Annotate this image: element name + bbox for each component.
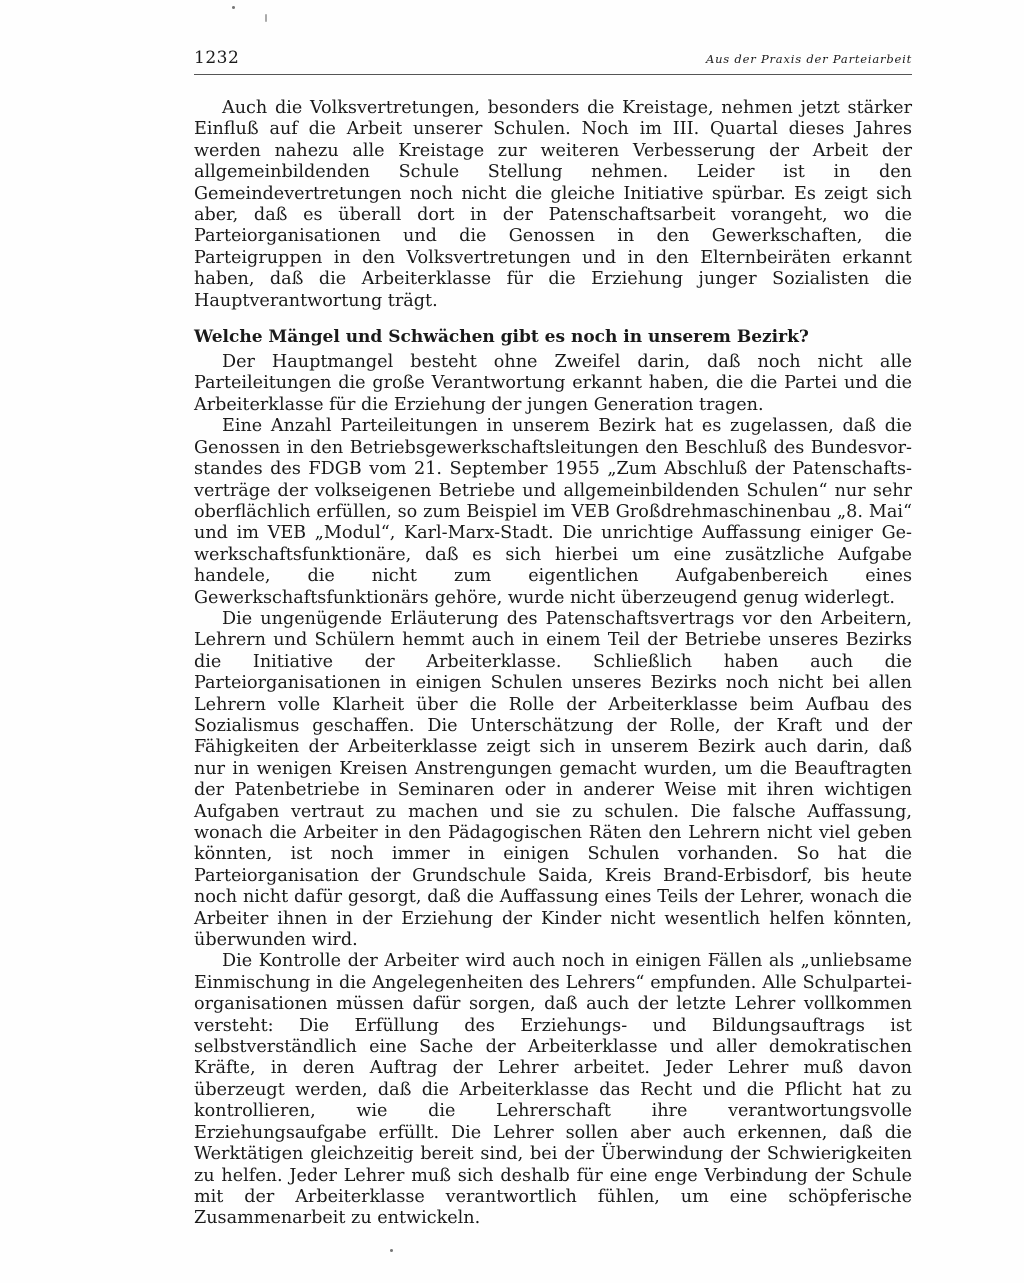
scan-speck — [390, 1249, 393, 1252]
paragraph: Eine Anzahl Parteileitungen in unserem Bezirk hat es zugelassen, daß die Genossen in den Betriebsgewerkschaftsleitungen den Beschluß des Bundesvorstandes des FDGB vom 21. September 1955 „Zum Abschluß der Patenschaftsverträge der volkseigenen Betriebe und allgemeinbildenden Schulen“ nur sehr oberflächlich erfüllen, so zum Beispiel im VEB Großdrehmaschinenbau „8. Mai“ und im VEB „Modul“, Karl-Marx-Stadt. Die unrichtige Auffassung einiger Gewerkschaftsfunktionäre, daß es sich hierbei um eine zusätzliche Aufgabe handele, die nicht zum eigentlichen Aufgabenbereich eines Gewerkschaftsfunktionärs gehöre, wurde nicht überzeugend genug widerlegt. — [194, 416, 912, 608]
paragraph: Die ungenügende Erläuterung des Patenschaftsvertrags vor den Arbeitern, Lehrern und Schülern hemmt auch in einem Teil der Betriebe unseres Bezirks die Initiative der Arbeiterklasse. Schließlich haben auch die Parteiorganisationen in einigen Schulen unseres Bezirks noch nicht bei allen Lehrern volle Klarheit über die Rolle der Arbeiterklasse beim Aufbau des Sozialismus geschaffen. Die Unterschätzung der Rolle, der Kraft und der Fähigkeiten der Arbeiterklasse zeigt sich in unserem Bezirk auch darin, daß nur in wenigen Kreisen Anstrengungen gemacht wurden, um die Beauftragten der Patenbetriebe in Seminaren oder in anderer Weise mit ihren wichtigen Aufgaben vertraut zu machen und sie zu schulen. Die falsche Auffassung, wonach die Arbeiter in den Pädagogischen Räten den Lehrern nicht viel geben könnten, ist noch immer in einigen Schulen vorhanden. So hat die Parteiorganisation der Grundschule Saida, Kreis Brand-Erbisdorf, bis heute noch nicht dafür gesorgt, daß die Auffassung eines Teils der Lehrer, wonach die Arbeiter ihnen in der Erziehung der Kinder nicht wesentlich helfen könnten, überwunden wird. — [194, 608, 912, 951]
paragraph: Die Kontrolle der Arbeiter wird auch noch in einigen Fällen als „unliebsame Einmischung in die Angelegenheiten des Lehrers“ empfunden. Alle Schulparteiorganisationen müssen dafür sorgen, daß auch der letzte Lehrer vollkommen versteht: Die Erfüllung des Erziehungs- und Bildungsauftrags ist selbstverständlich eine Sache der Arbeiterklasse und aller demokratischen Kräfte, in deren Auftrag der Lehrer arbeitet. Jeder Lehrer muß davon überzeugt werden, daß die Arbeiterklasse das Recht und die Pflicht hat zu kontrollieren, wie die Lehrerschaft ihre verantwortungsvolle Erziehungsaufgabe erfüllt. Die Lehrer sollen aber auch erkennen, daß die Werktätigen gleichzeitig bereit sind, bei der Überwindung der Schwierigkeiten zu helfen. Jeder Lehrer muß sich deshalb für eine enge Verbindung der Schule mit der Arbeiterklasse verantwortlich fühlen, um eine schöpferische Zusammenarbeit zu entwickeln. — [194, 951, 912, 1229]
page-number: 1232 — [194, 48, 240, 68]
paragraph: Auch die Volksvertretungen, besonders die Kreistage, nehmen jetzt stärker Einfluß auf die Arbeit unserer Schulen. Noch im III. Quartal dieses Jahres werden nahezu alle Kreistage zur weiteren Verbesserung der Arbeit der allgemeinbildenden Schule Stellung nehmen. Leider ist in den Gemeindevertretungen noch nicht die gleiche Initiative spürbar. Es zeigt sich aber, daß es überall dort in der Patenschaftsarbeit vorangeht, wo die Parteiorganisationen und die Genossen in den Gewerkschaften, die Parteigruppen in den Volksvertretungen und in den Elternbeiräten erkannt haben, daß die Arbeiterklasse für die Erziehung junger Sozialisten die Hauptverantwortung trägt. — [194, 98, 912, 311]
page-header — [194, 46, 912, 75]
scan-speck — [265, 14, 267, 22]
running-head: Aus der Praxis der Parteiarbeit — [705, 52, 912, 66]
scan-speck — [232, 6, 235, 9]
body-text — [194, 98, 912, 1230]
paragraph: Der Hauptmangel besteht ohne Zweifel darin, daß noch nicht alle Parteileitungen die große Verantwortung erkannt haben, die die Partei und die Arbeiterklasse für die Erziehung der jungen Generation tragen. — [194, 352, 912, 415]
section-heading: Welche Mängel und Schwächen gibt es noch in unserem Bezirk? — [194, 327, 809, 348]
